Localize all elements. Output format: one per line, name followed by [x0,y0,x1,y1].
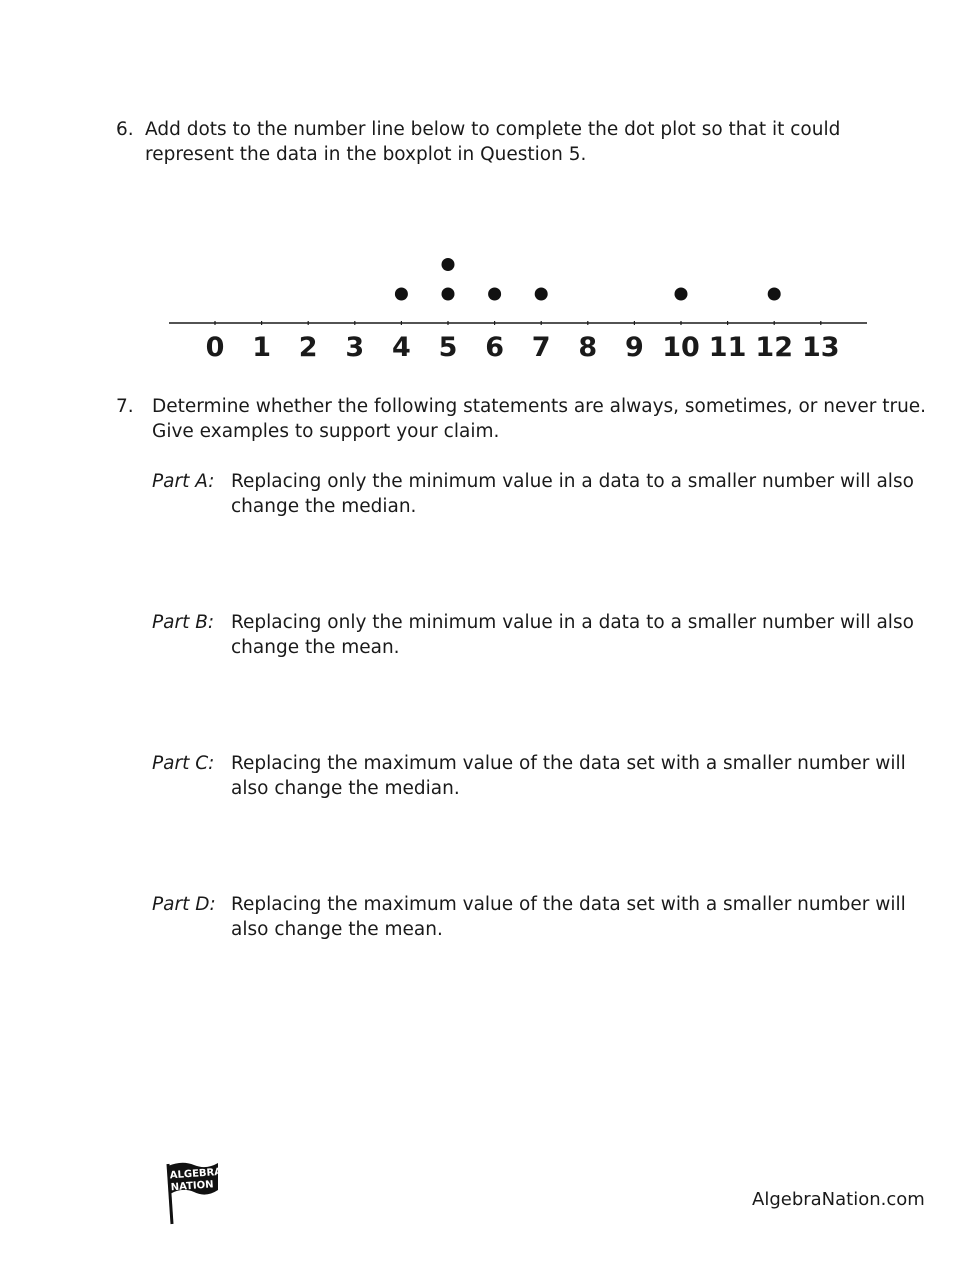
part-d-line-2: also change the mean. [231,919,443,940]
part-c-text [231,751,931,801]
tick-label: 3 [345,332,365,363]
part-a-text [231,469,931,519]
data-dot [535,288,548,301]
tick-label: 6 [485,332,504,363]
part-b-text [231,610,931,660]
dots [395,258,781,301]
logo-line-1: ALGEBRA [169,1166,223,1182]
tick-label: 11 [708,332,747,363]
tick-label: 2 [298,332,318,363]
tick-label: 8 [578,332,598,363]
tick-label: 13 [802,332,840,363]
question-6-line-1: Add dots to the number line below to complete the dot plot so that it could [145,119,841,140]
question-6-number: 6. [116,119,134,140]
question-7-number: 7. [116,396,134,417]
data-dot [442,258,455,271]
part-a-label: Part A: [152,471,215,492]
question-7-line-2: Give examples to support your claim. [152,421,500,442]
tick-label: 1 [252,332,271,363]
part-c-label: Part C: [152,753,215,774]
data-dot [675,288,688,301]
footer-url: AlgebraNation.com [752,1189,925,1210]
part-a-line-1: Replacing only the minimum value in a data to a smaller number will also [231,471,914,492]
tick-label: 4 [392,332,411,363]
part-d-label: Part D: [152,894,216,915]
number-line [169,321,867,363]
dot-plot [0,240,979,370]
part-b-line-2: change the mean. [231,637,400,658]
data-dot [395,288,408,301]
tick-label: 5 [438,332,458,363]
tick-label: 7 [531,332,551,363]
data-dot [488,288,501,301]
part-b-line-1: Replacing only the minimum value in a data to a smaller number will also [231,612,914,633]
question-7-line-1: Determine whether the following statements are always, sometimes, or never true. [152,396,927,417]
data-dot [768,288,781,301]
tick-label: 0 [205,332,225,363]
part-c-line-1: Replacing the maximum value of the data set with a smaller number will [231,753,906,774]
part-b-label: Part B: [152,612,215,633]
part-d-line-1: Replacing the maximum value of the data set with a smaller number will [231,894,906,915]
part-d-text [231,892,931,942]
tick-label: 10 [662,332,700,363]
part-a-line-2: change the median. [231,496,417,517]
part-c-line-2: also change the median. [231,778,460,799]
question-6-line-2: represent the data in the boxplot in Question 5. [145,144,587,165]
tick-label: 9 [625,332,644,363]
data-dot [442,288,455,301]
tick-label: 12 [755,332,793,363]
logo-line-2: NATION [170,1179,214,1194]
algebra-nation-logo [160,1160,224,1226]
